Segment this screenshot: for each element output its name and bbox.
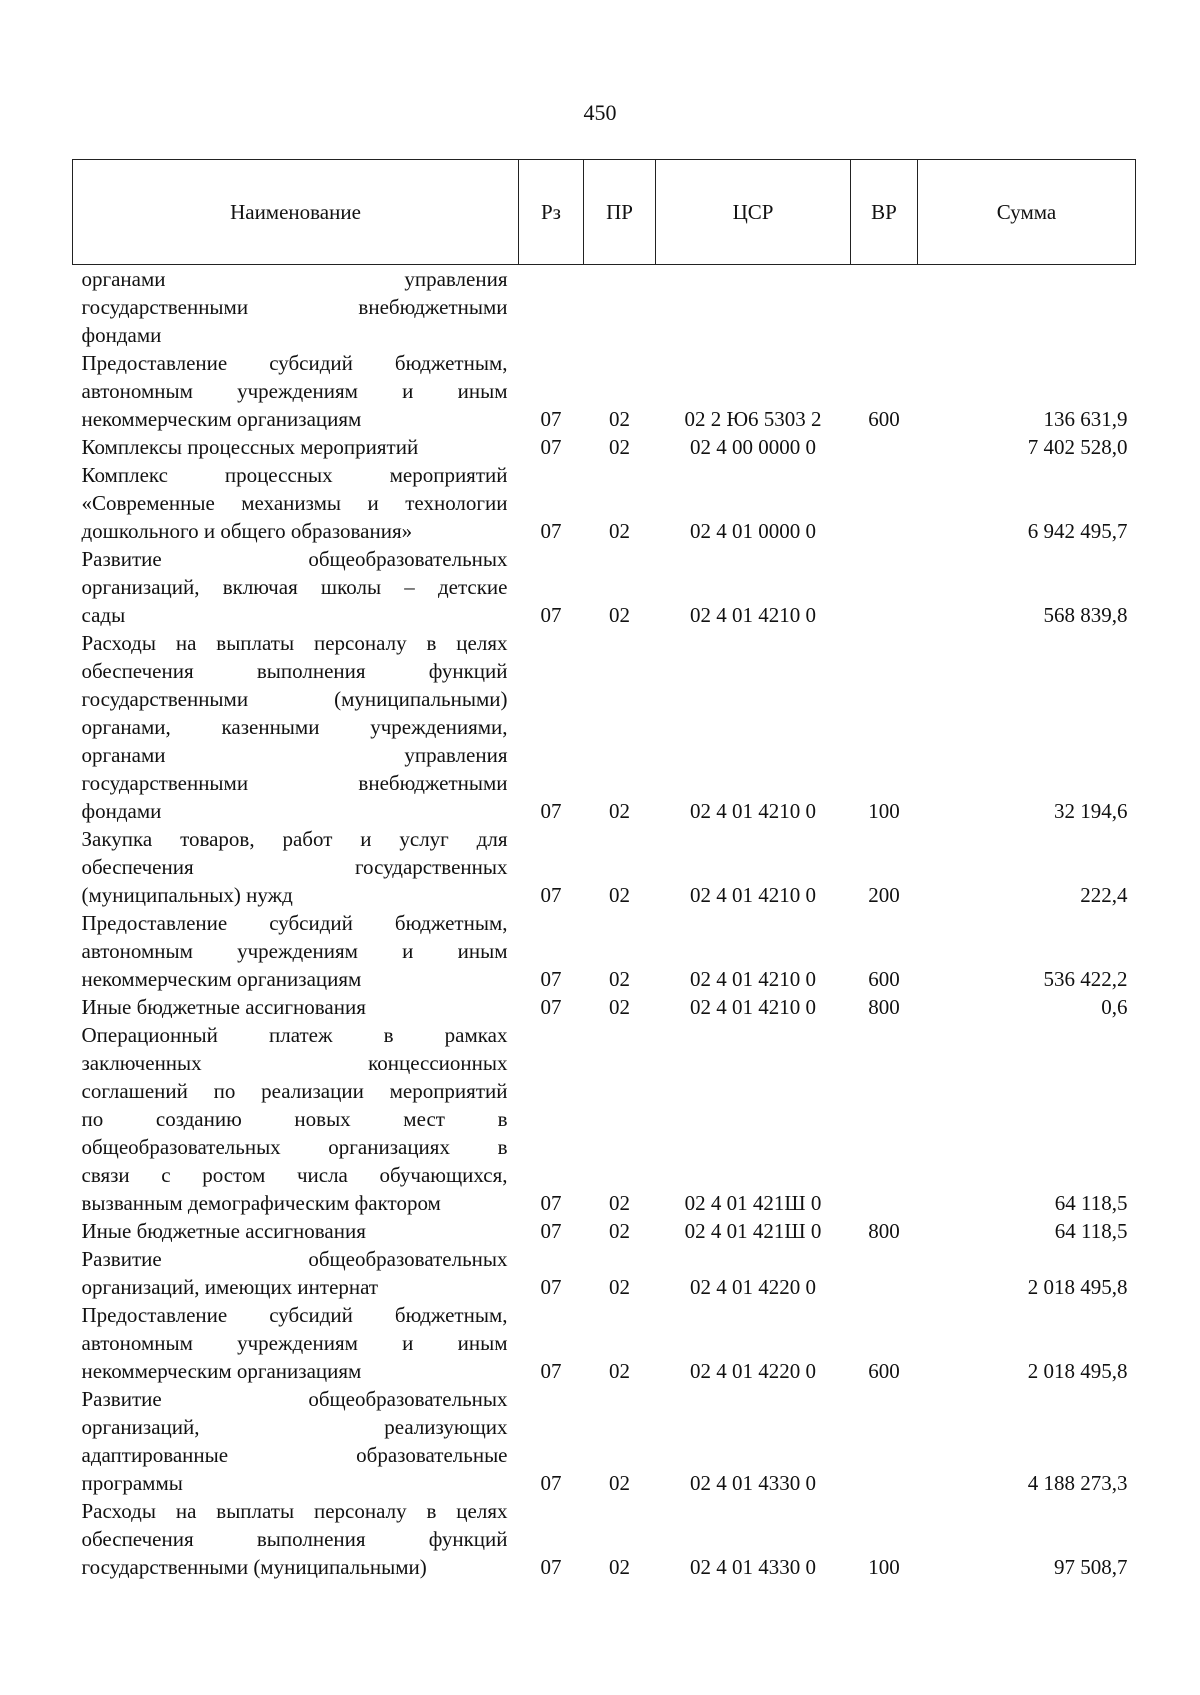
row-vr: 200 [868,883,900,907]
row-name-line: Развитие общеобразовательных [81,1387,508,1411]
row-name-line: государственными (муниципальными) [81,687,508,711]
row-rz: 07 [540,1359,562,1383]
row-name-line: обеспечения выполнения функций [81,659,508,683]
row-name-line: «Современные механизмы и технологии [81,491,508,515]
row-rz: 07 [540,883,562,907]
row-name-line: вызванным демографическим фактором [81,1191,441,1215]
row-vr: 100 [868,1555,900,1579]
row-sum: 222,4 [1080,883,1128,907]
row-name [73,545,519,629]
row-vr: 600 [868,967,900,991]
row-csr: 02 4 01 4220 0 [690,1359,816,1383]
header-vr: ВР [851,160,918,265]
row-pr: 02 [609,435,630,459]
row-name [73,461,519,545]
row-csr: 02 4 01 421Ш 0 [684,1191,822,1215]
row-vr: 600 [868,1359,900,1383]
row-vr [851,1021,918,1217]
row-sum: 136 631,9 [1043,407,1128,431]
row-pr: 02 [609,1359,630,1383]
row-pr: 02 [609,519,630,543]
header-sum: Сумма [918,160,1136,265]
table-row [73,1385,1136,1497]
row-sum: 97 508,7 [1054,1555,1128,1579]
row-sum: 568 839,8 [1043,603,1128,627]
row-csr: 02 4 01 4210 0 [690,995,816,1019]
row-name [73,825,519,909]
row-sum: 536 422,2 [1043,967,1128,991]
row-name-line: заключенных концессионных [81,1051,508,1075]
row-name [73,1497,519,1581]
row-csr: 02 4 00 0000 0 [690,435,816,459]
row-sum: 64 118,5 [1054,1191,1128,1215]
header-csr: ЦСР [656,160,851,265]
row-name-line: организаций, имеющих интернат [81,1275,379,1299]
row-rz: 07 [540,1555,562,1579]
row-name [73,1385,519,1497]
row-sum: 2 018 495,8 [1027,1275,1128,1299]
row-rz: 07 [540,435,562,459]
table-row [73,629,1136,825]
row-name-line: дошкольного и общего образования» [81,519,413,543]
row-name-line: организаций, реализующих [81,1415,508,1439]
row-name-line: Расходы на выплаты персоналу в целях [81,631,508,655]
row-csr: 02 4 01 4210 0 [690,603,816,627]
row-csr: 02 4 01 421Ш 0 [684,1219,822,1243]
row-name [73,265,519,350]
row-vr [851,461,918,545]
row-sum: 64 118,5 [1054,1219,1128,1243]
row-vr [851,265,918,350]
table-body [73,265,1136,1582]
row-csr: 02 2 Ю6 5303 2 [684,407,822,431]
table-row [73,461,1136,545]
row-name-line: некоммерческим организациям [81,967,362,991]
row-pr: 02 [609,407,630,431]
row-name-line: Операционный платеж в рамках [81,1023,508,1047]
row-name [73,1301,519,1385]
row-pr: 02 [609,1471,630,1495]
row-csr: 02 4 01 4330 0 [690,1555,816,1579]
row-vr: 800 [868,995,900,1019]
table-row [73,433,1136,461]
row-sum: 6 942 495,7 [1027,519,1128,543]
row-name-line: органами управления [81,743,508,767]
row-name-line: фондами [81,799,162,823]
header-name: Наименование [73,160,519,265]
row-name-line: Иные бюджетные ассигнования [81,1219,366,1243]
row-name-line: фондами [81,323,162,347]
row-name-line: органами управления [81,267,508,291]
row-name [73,629,519,825]
row-rz: 07 [540,1275,562,1299]
row-name [73,433,519,461]
table-row [73,909,1136,993]
row-name [73,349,519,433]
row-name-line: (муниципальных) нужд [81,883,293,907]
row-rz: 07 [540,967,562,991]
row-csr: 02 4 01 4220 0 [690,1275,816,1299]
table-row [73,349,1136,433]
row-pr: 02 [609,799,630,823]
row-name-line: по созданию новых мест в [81,1107,508,1131]
row-csr: 02 4 01 4210 0 [690,883,816,907]
row-name-line: соглашений по реализации мероприятий [81,1079,508,1103]
row-name-line: автономным учреждениям и иным [81,939,508,963]
row-rz: 07 [540,799,562,823]
budget-table [72,159,1136,1581]
row-sum: 7 402 528,0 [1027,435,1128,459]
row-name [73,993,519,1021]
row-csr: 02 4 01 4210 0 [690,799,816,823]
row-name-line: сады [81,603,126,627]
row-name [73,909,519,993]
row-pr: 02 [609,603,630,627]
row-name-line: Комплекс процессных мероприятий [81,463,508,487]
row-vr [851,545,918,629]
row-vr [851,1385,918,1497]
table-row [73,545,1136,629]
row-name-line: программы [81,1471,183,1495]
row-rz: 07 [540,1471,562,1495]
header-rz: Рз [519,160,584,265]
row-pr: 02 [609,1191,630,1215]
row-name [73,1021,519,1217]
row-vr: 600 [868,407,900,431]
table-header [73,160,1136,265]
table-row [73,825,1136,909]
row-name-line: автономным учреждениям и иным [81,1331,508,1355]
table-row [73,1021,1136,1217]
row-name [73,1217,519,1245]
row-pr [584,265,656,350]
page-number: 450 [583,100,617,125]
row-vr [851,1245,918,1301]
row-name-line: государственными внебюджетными [81,771,508,795]
row-sum: 32 194,6 [1054,799,1128,823]
row-pr: 02 [609,1219,630,1243]
row-name [73,1245,519,1301]
row-csr: 02 4 01 0000 0 [690,519,816,543]
row-name-line: Предоставление субсидий бюджетным, [81,351,508,375]
row-pr: 02 [609,883,630,907]
table-row [73,1497,1136,1581]
row-csr: 02 4 01 4210 0 [690,967,816,991]
table-row [73,1245,1136,1301]
header-pr: ПР [584,160,656,265]
row-rz: 07 [540,1219,562,1243]
row-name-line: государственными (муниципальными) [81,1555,427,1579]
table-row [73,993,1136,1021]
row-name-line: обеспечения государственных [81,855,508,879]
row-pr: 02 [609,1555,630,1579]
row-sum [918,265,1136,350]
row-rz: 07 [540,407,562,431]
row-name-line: органами, казенными учреждениями, [81,715,508,739]
row-rz: 07 [540,519,562,543]
row-name-line: некоммерческим организациям [81,1359,362,1383]
row-name-line: связи с ростом числа обучающихся, [81,1163,508,1187]
row-sum: 4 188 273,3 [1027,1471,1128,1495]
row-csr: 02 4 01 4330 0 [690,1471,816,1495]
row-pr: 02 [609,1275,630,1299]
row-name-line: Расходы на выплаты персоналу в целях [81,1499,508,1523]
row-name-line: общеобразовательных организациях в [81,1135,508,1159]
table-row [73,265,1136,350]
row-sum: 0,6 [1101,995,1128,1019]
row-csr [656,265,851,350]
row-name-line: Развитие общеобразовательных [81,1247,508,1271]
table-row [73,1301,1136,1385]
row-name-line: некоммерческим организациям [81,407,362,431]
row-rz [519,265,584,350]
row-name-line: обеспечения выполнения функций [81,1527,508,1551]
row-pr: 02 [609,995,630,1019]
row-vr [851,433,918,461]
row-name-line: государственными внебюджетными [81,295,508,319]
row-name-line: Развитие общеобразовательных [81,547,508,571]
row-rz: 07 [540,603,562,627]
row-vr: 100 [868,799,900,823]
row-name-line: адаптированные образовательные [81,1443,508,1467]
row-name-line: Закупка товаров, работ и услуг для [81,827,508,851]
row-rz: 07 [540,995,562,1019]
row-sum: 2 018 495,8 [1027,1359,1128,1383]
row-vr: 800 [868,1219,900,1243]
row-pr: 02 [609,967,630,991]
row-name-line: Иные бюджетные ассигнования [81,995,366,1019]
row-name-line: автономным учреждениям и иным [81,379,508,403]
row-name-line: Комплексы процессных мероприятий [81,435,419,459]
table-row [73,1217,1136,1245]
row-name-line: Предоставление субсидий бюджетным, [81,911,508,935]
row-name-line: организаций, включая школы – детские [81,575,508,599]
row-rz: 07 [540,1191,562,1215]
row-name-line: Предоставление субсидий бюджетным, [81,1303,508,1327]
